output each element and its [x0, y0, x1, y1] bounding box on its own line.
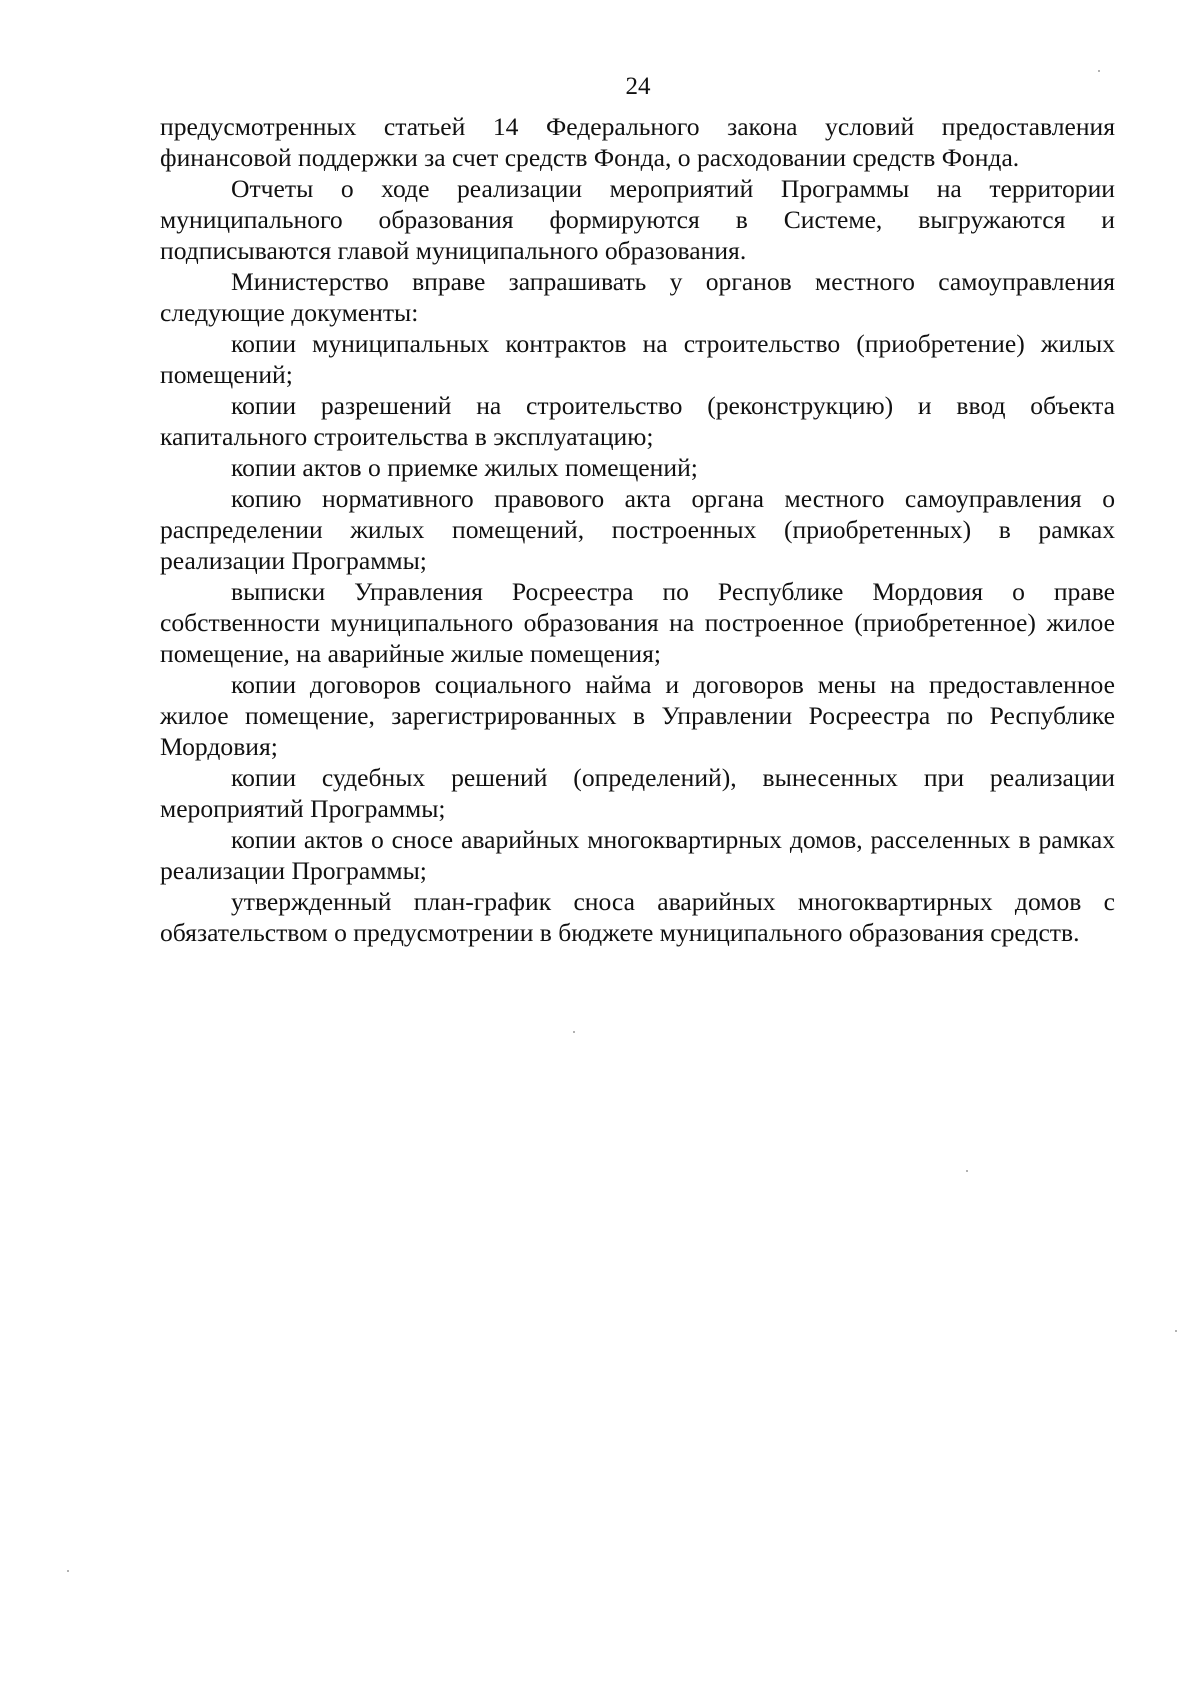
list-item: копии муниципальных контрактов на строительство (приобретение) жилых помещений;: [160, 329, 1115, 389]
scan-speck: [1175, 1330, 1177, 1332]
document-body: [160, 111, 1115, 948]
list-item: выписки Управления Росреестра по Республике Мордовия о праве собственности муниципального образования на построенное (приобретенное) жилое помещение, на аварийные жилые помещения;: [160, 577, 1115, 668]
list-item: копии актов о приемке жилых помещений;: [231, 453, 698, 482]
list-item: утвержденный план-график сноса аварийных многоквартирных домов с обязательством о предусмотрении в бюджете муниципального образования средств.: [160, 887, 1115, 947]
scan-speck: [573, 1031, 575, 1033]
list-item: копии судебных решений (определений), вынесенных при реализации мероприятий Программы;: [160, 763, 1115, 823]
list-item: копии договоров социального найма и договоров мены на предоставленное жилое помещение, зарегистрированных в Управлении Росреестра по Республике Мордовия;: [160, 670, 1115, 761]
paragraph: Министерство вправе запрашивать у органов местного самоуправления следующие документы:: [160, 267, 1115, 327]
paragraph: Отчеты о ходе реализации мероприятий Программы на территории муниципального образования формируются в Системе, выгружаются и подписываются главой муниципального образования.: [160, 174, 1115, 265]
paragraph: предусмотренных статьей 14 Федерального закона условий предоставления финансовой поддержки за счет средств Фонда, о расходовании средств Фонда.: [160, 112, 1115, 172]
list-item: копии актов о сносе аварийных многоквартирных домов, расселенных в рамках реализации Программы;: [160, 825, 1115, 885]
page-number: 24: [625, 73, 651, 100]
scan-speck: [966, 1170, 968, 1172]
scan-speck: [67, 1570, 69, 1572]
list-item: копии разрешений на строительство (реконструкцию) и ввод объекта капитального строительства в эксплуатацию;: [160, 391, 1115, 451]
scan-speck: [1098, 70, 1100, 72]
list-item: копию нормативного правового акта органа местного самоуправления о распределении жилых помещений, построенных (приобретенных) в рамках реализации Программы;: [160, 484, 1115, 575]
